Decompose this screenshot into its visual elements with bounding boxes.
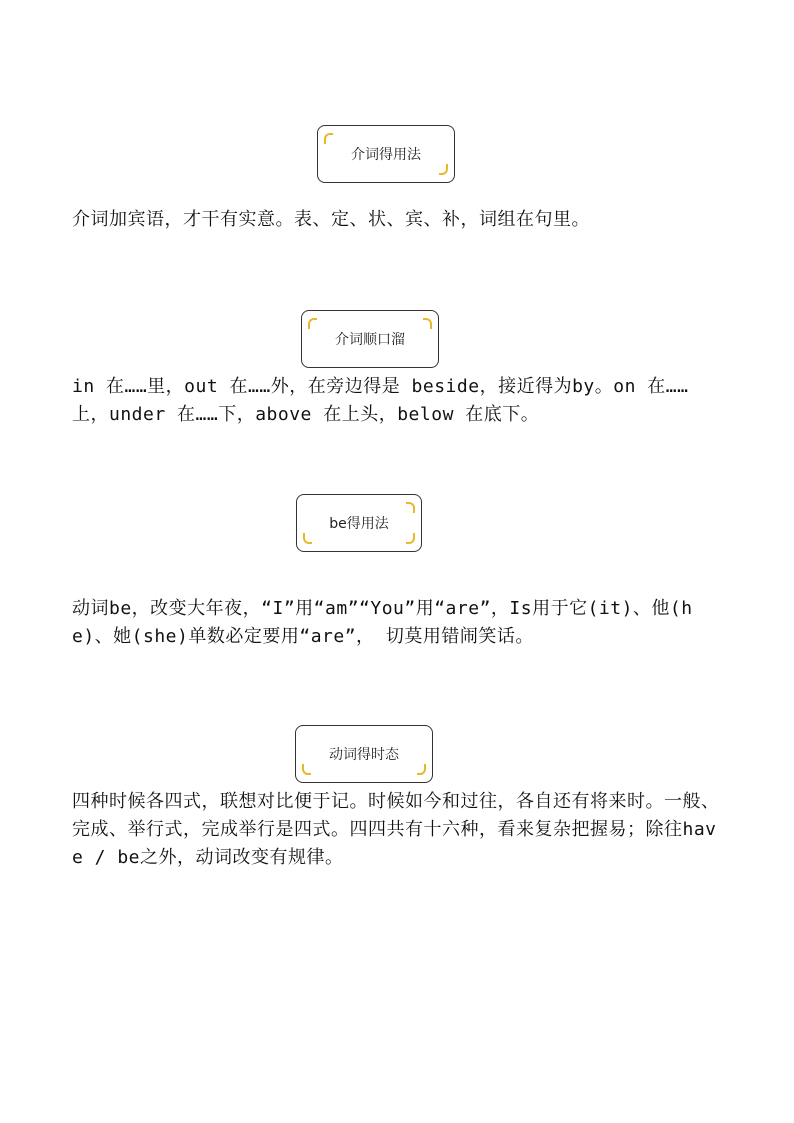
bracket-decoration: [439, 164, 448, 175]
bracket-decoration: [308, 318, 317, 329]
section-4-heading: 动词得时态: [329, 747, 399, 763]
section-3-heading: be得用法: [329, 516, 389, 532]
section-2-heading-box: [301, 310, 439, 368]
section-4-body: 四种时候各四式，联想对比便于记。时候如今和过往，各自还有将来时。一般、完成、举行式，完成举行是四式。四四共有十六种，看来复杂把握易；除往have / be之外，动词改变有规律。: [72, 791, 720, 868]
bracket-decoration: [303, 533, 312, 544]
section-1-heading: 介词得用法: [351, 147, 421, 163]
section-4-heading-box: [295, 725, 433, 783]
bracket-decoration: [302, 764, 311, 775]
bracket-decoration: [423, 318, 432, 329]
section-1-body: 介词加宾语，才干有实意。表、定、状、宾、补，词组在句里。: [72, 209, 590, 230]
bracket-decoration: [417, 764, 426, 775]
section-3-body: 动词be，改变大年夜，“I”用“am”“You”用“are”，Is用于它(it)、他(he)、她(she)单数必定要用“are”， 切莫用错闹笑话。: [72, 598, 693, 647]
bracket-decoration: [406, 502, 415, 513]
bracket-decoration: [406, 533, 415, 544]
bracket-decoration: [324, 133, 333, 144]
section-2-heading: 介词顺口溜: [335, 332, 405, 348]
section-3-heading-box: [296, 494, 422, 552]
section-1-heading-box: [317, 125, 455, 183]
section-2-body: in 在……里，out 在……外，在旁边得是 beside，接近得为by。on 在……上，under 在……下，above 在上头，below 在底下。: [72, 376, 689, 425]
